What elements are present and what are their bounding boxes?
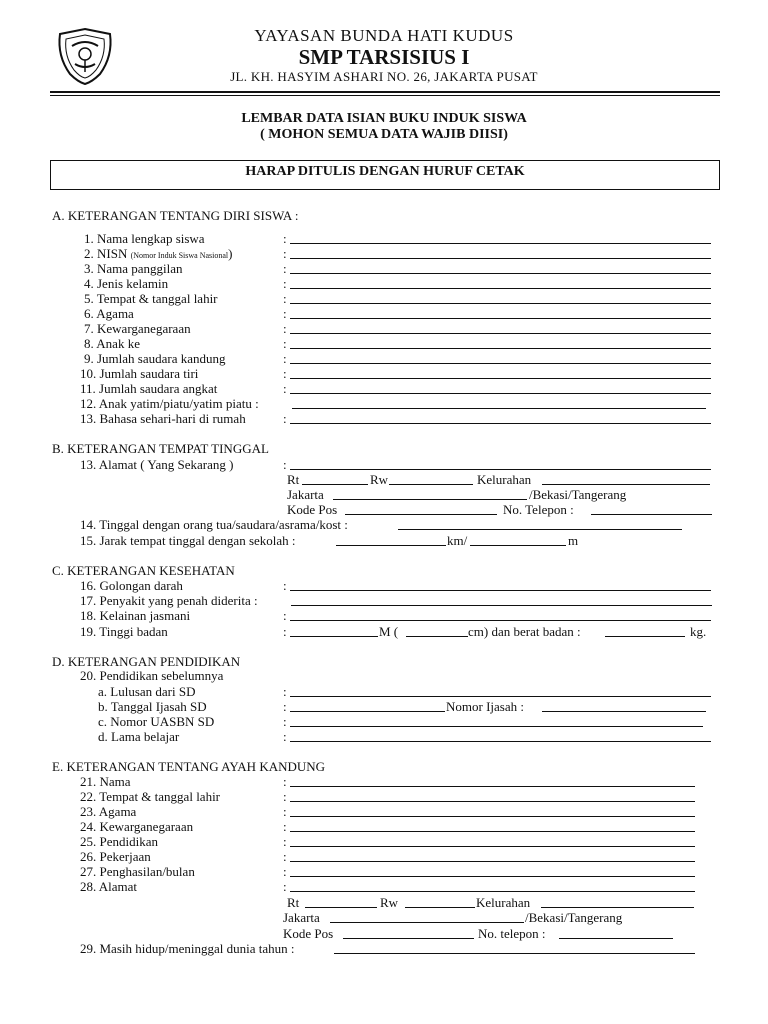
siblings-input-line[interactable] (290, 363, 711, 364)
study-length-input-line[interactable] (290, 741, 711, 742)
father-job-input-line[interactable] (290, 861, 695, 862)
section-d-heading: D. KETERANGAN PENDIDIKAN (52, 654, 241, 669)
height-m-input-line[interactable] (290, 636, 378, 637)
header-divider-thin (50, 95, 720, 96)
father-birth-input-line[interactable] (290, 801, 695, 802)
rw-label: Rw (370, 472, 389, 487)
field-label-nisn: 2. NISN (Nomor Induk Siswa Nasional) (84, 246, 233, 261)
father-postal-code-input-line[interactable] (343, 938, 474, 939)
postal-code-label: Kode Pos (287, 502, 338, 517)
colon: : (283, 684, 287, 699)
colon: : (283, 714, 287, 729)
field-label-father-religion: 23. Agama (80, 804, 137, 819)
full-name-input-line[interactable] (290, 243, 711, 244)
phone-label: No. Telepon : (503, 502, 574, 517)
colon: : (283, 578, 287, 593)
colon: : (283, 834, 287, 849)
address-input-line[interactable] (290, 469, 711, 470)
gender-input-line[interactable] (290, 288, 711, 289)
field-label-father-alive: 29. Masih hidup/meninggal dunia tahun : (80, 941, 295, 956)
blood-type-input-line[interactable] (290, 590, 711, 591)
colon: : (283, 849, 287, 864)
field-label-gender: 4. Jenis kelamin (84, 276, 169, 291)
father-citizenship-input-line[interactable] (290, 831, 695, 832)
field-label-disability: 18. Kelainan jasmani (80, 608, 191, 623)
rw-label: Rw (380, 895, 399, 910)
field-label-sd-graduate: a. Lulusan dari SD (98, 684, 196, 699)
field-label-illness: 17. Penyakit yang penah diderita : (80, 593, 258, 608)
colon: : (283, 336, 287, 351)
field-label-study-length: d. Lama belajar (98, 729, 180, 744)
colon: : (283, 789, 287, 804)
father-kelurahan-input-line[interactable] (541, 907, 694, 908)
illness-input-line[interactable] (291, 605, 712, 606)
colon: : (283, 261, 287, 276)
phone-input-line[interactable] (591, 514, 712, 515)
colon: : (283, 246, 287, 261)
father-religion-input-line[interactable] (290, 816, 695, 817)
header-divider (50, 91, 720, 93)
kelurahan-label: Kelurahan (476, 895, 531, 910)
rt-input-line[interactable] (302, 484, 368, 485)
field-label-adopted-siblings: 11. Jumlah saudara angkat (80, 381, 218, 396)
section-a-heading: A. KETERANGAN TENTANG DIRI SISWA : (52, 208, 299, 223)
field-label-father-address: 28. Alamat (80, 879, 138, 894)
field-label-religion: 6. Agama (84, 306, 134, 321)
rt-label: Rt (287, 895, 300, 910)
colon: : (283, 879, 287, 894)
field-label-nickname: 3. Nama panggilan (84, 261, 183, 276)
postal-code-input-line[interactable] (345, 514, 497, 515)
kelurahan-label: Kelurahan (477, 472, 532, 487)
field-label-father-birth: 22. Tempat & tanggal lahir (80, 789, 221, 804)
weight-label: cm) dan berat badan : (468, 624, 581, 639)
father-address-input-line[interactable] (290, 891, 695, 892)
field-label-orphan: 12. Anak yatim/piatu/yatim piatu : (80, 396, 259, 411)
field-label-home-language: 13. Bahasa sehari-hari di rumah (80, 411, 246, 426)
field-label-distance: 15. Jarak tempat tinggal dengan sekolah : (80, 533, 296, 548)
father-income-input-line[interactable] (290, 876, 695, 877)
nisn-input-line[interactable] (290, 258, 711, 259)
colon: : (283, 699, 287, 714)
father-city-input-line[interactable] (330, 922, 524, 923)
diploma-number-label: Nomor Ijasah : (446, 699, 524, 714)
field-label-prev-education: 20. Pendidikan sebelumnya (80, 668, 224, 683)
rw-input-line[interactable] (389, 484, 473, 485)
field-label-siblings: 9. Jumlah saudara kandung (84, 351, 226, 366)
jakarta-label: Jakarta (283, 910, 320, 925)
field-label-citizenship: 7. Kewarganegaraan (84, 321, 191, 336)
colon: : (283, 774, 287, 789)
colon: : (283, 321, 287, 336)
colon: : (283, 804, 287, 819)
nickname-input-line[interactable] (290, 273, 711, 274)
father-rt-input-line[interactable] (305, 907, 377, 908)
field-label-birth: 5. Tempat & tanggal lahir (84, 291, 218, 306)
phone-label: No. telepon : (478, 926, 546, 941)
colon: : (283, 276, 287, 291)
rt-label: Rt (287, 472, 300, 487)
field-label-full-name: 1. Nama lengkap siswa (84, 231, 205, 246)
father-rw-input-line[interactable] (405, 907, 475, 908)
distance-m-input-line[interactable] (470, 545, 566, 546)
colon: : (283, 291, 287, 306)
field-label-father-name: 21. Nama (80, 774, 131, 789)
father-name-input-line[interactable] (290, 786, 695, 787)
religion-input-line[interactable] (290, 318, 711, 319)
step-siblings-input-line[interactable] (290, 378, 711, 379)
form-title: LEMBAR DATA ISIAN BUKU INDUK SISWA (241, 111, 527, 126)
city-options-label: /Bekasi/Tangerang (529, 487, 627, 502)
citizenship-input-line[interactable] (290, 333, 711, 334)
height-cm-input-line[interactable] (406, 636, 468, 637)
field-label-living-with: 14. Tinggal dengan orang tua/saudara/asrama/kost : (80, 517, 348, 532)
colon: : (283, 729, 287, 744)
adopted-siblings-input-line[interactable] (290, 393, 711, 394)
foundation-name: YAYASAN BUNDA HATI KUDUS (254, 26, 514, 45)
diploma-date-input-line[interactable] (290, 711, 445, 712)
colon: : (283, 608, 287, 623)
colon: : (283, 351, 287, 366)
kg-unit: kg. (690, 624, 707, 639)
field-label-blood-type: 16. Golongan darah (80, 578, 183, 593)
kelurahan-input-line[interactable] (542, 484, 710, 485)
orphan-input-line[interactable] (292, 408, 706, 409)
field-label-father-citizenship: 24. Kewarganegaraan (80, 819, 194, 834)
weight-input-line[interactable] (605, 636, 685, 637)
km-unit: km/ (447, 533, 468, 548)
field-label-address: 13. Alamat ( Yang Sekarang ) (80, 457, 234, 472)
form-subtitle: ( MOHON SEMUA DATA WAJIB DIISI) (260, 127, 508, 142)
distance-km-input-line[interactable] (336, 545, 446, 546)
m-unit: m (568, 533, 579, 548)
living-with-input-line[interactable] (398, 529, 682, 530)
colon: : (283, 306, 287, 321)
father-alive-input-line[interactable] (334, 953, 695, 954)
child-order-input-line[interactable] (290, 348, 711, 349)
disability-input-line[interactable] (290, 620, 711, 621)
field-label-height: 19. Tinggi badan (80, 624, 168, 639)
school-address: JL. KH. HASYIM ASHARI NO. 26, JAKARTA PUSAT (230, 69, 538, 84)
postal-code-label: Kode Pos (283, 926, 334, 941)
field-label-child-order: 8. Anak ke (84, 336, 140, 351)
diploma-number-input-line[interactable] (542, 711, 706, 712)
field-label-step-siblings: 10. Jumlah saudara tiri (80, 366, 199, 381)
field-label-father-education: 25. Pendidikan (80, 834, 158, 849)
colon: : (283, 819, 287, 834)
sd-graduate-input-line[interactable] (290, 696, 711, 697)
section-b-heading: B. KETERANGAN TEMPAT TINGGAL (52, 441, 269, 456)
notice-text: HARAP DITULIS DENGAN HURUF CETAK (245, 164, 525, 179)
city-input-line[interactable] (333, 499, 527, 500)
colon: : (283, 231, 287, 246)
section-c-heading: C. KETERANGAN KESEHATAN (52, 563, 235, 578)
field-label-father-income: 27. Penghasilan/bulan (80, 864, 195, 879)
colon: : (283, 411, 287, 426)
notice-box (50, 160, 720, 190)
colon: : (283, 366, 287, 381)
section-e-heading: E. KETERANGAN TENTANG AYAH KANDUNG (52, 759, 326, 774)
jakarta-label: Jakarta (287, 487, 324, 502)
father-phone-input-line[interactable] (559, 938, 673, 939)
m-open-label: M ( (379, 624, 399, 639)
field-label-uasbn: c. Nomor UASBN SD (98, 714, 215, 729)
colon: : (283, 381, 287, 396)
father-education-input-line[interactable] (290, 846, 695, 847)
birth-input-line[interactable] (290, 303, 711, 304)
colon: : (283, 624, 287, 639)
city-options-label: /Bekasi/Tangerang (525, 910, 623, 925)
colon: : (283, 457, 287, 472)
home-language-input-line[interactable] (290, 423, 711, 424)
field-label-diploma-date: b. Tanggal Ijasah SD (98, 699, 207, 714)
field-label-father-job: 26. Pekerjaan (80, 849, 151, 864)
uasbn-input-line[interactable] (290, 726, 703, 727)
colon: : (283, 864, 287, 879)
school-name: SMP TARSISIUS I (298, 45, 470, 69)
